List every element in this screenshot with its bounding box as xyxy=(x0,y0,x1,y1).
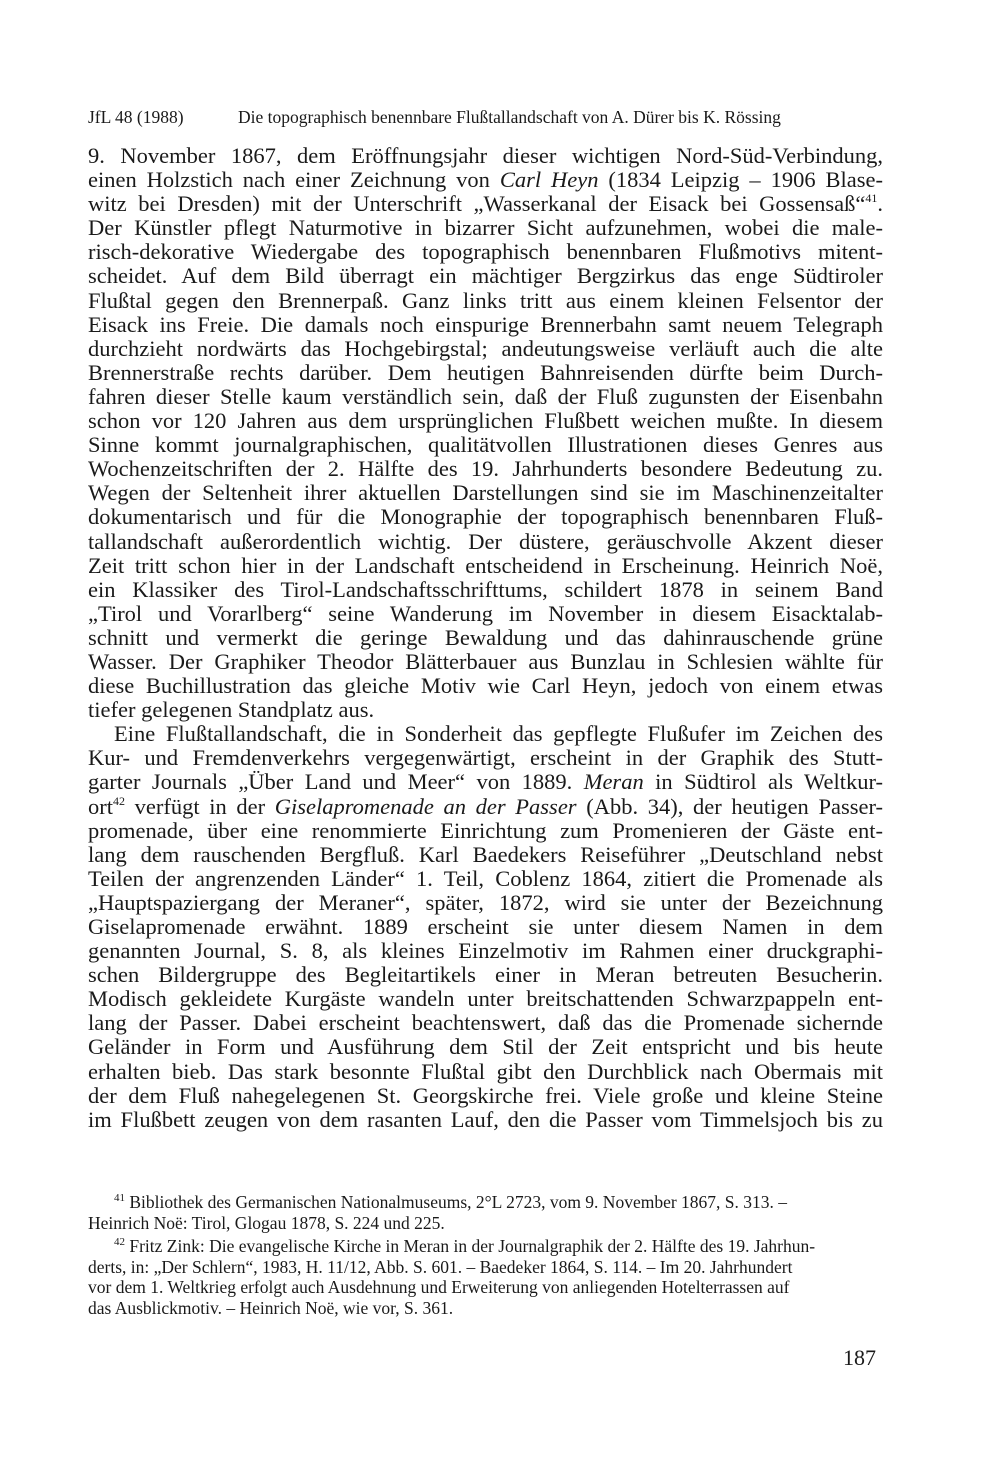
text-line: Kur- und Fremdenverkehrs vergegenwärtigt, erscheint in der Graphik des Stutt- xyxy=(88,745,883,771)
text-line: „Tirol und Vorarlberg“ seine Wanderung im November in diesem Eisacktalab- xyxy=(88,600,883,626)
text-line: einen Holzstich nach einer Zeichnung von Carl Heyn (1834 Leipzig – 1906 Blase- xyxy=(88,167,883,193)
text-line: diese Buchillustration das gleiche Motiv wie Carl Heyn, jedoch von einem etwas xyxy=(88,673,883,699)
text-line: dokumentarisch und für die Monographie der topographisch benennbaren Fluß- xyxy=(88,504,883,530)
text-line: risch-dekorative Wiedergabe des topographisch benennbaren Flußmotivs mitent- xyxy=(88,239,883,265)
text-line: Geländer in Form und Ausführung dem Stil der Zeit entspricht und bis heute xyxy=(88,1034,883,1060)
text-line: tiefer gelegenen Standplatz aus. xyxy=(88,697,375,723)
text-line: Giselapromenade erwähnt. 1889 erscheint sie unter diesem Namen in dem xyxy=(88,914,883,939)
body-text xyxy=(88,144,883,1132)
text-line: lang dem rauschenden Bergfluß. Karl Baedekers Reiseführer „Deutschland nebst xyxy=(88,841,883,867)
text-line: schnitt und vermerkt die geringe Bewaldung und das dahinrauschende grüne xyxy=(88,624,883,650)
text-line: Modisch gekleidete Kurgäste wandeln unter breitschattenden Schwarzpappeln ent- xyxy=(88,986,883,1012)
artwork-title: Giselapromenade an der Passer xyxy=(274,793,577,819)
text-line: durchzieht nordwärts das Hochgebirgstal; andeutungsweise verläuft auch die alte xyxy=(88,335,883,361)
journal-reference: JfL 48 (1988) xyxy=(88,107,184,127)
footnote-42 xyxy=(88,1236,883,1318)
text-line: Eisack ins Freie. Die damals noch einspurige Brennerbahn samt neuem Telegraph xyxy=(88,311,883,337)
text-line: Teilen der angrenzenden Länder“ 1. Teil, Coblenz 1864, zitiert die Promenade als xyxy=(88,865,883,891)
text-line: schon vor 120 Jahren aus dem ursprünglichen Flußbett weichen mußte. In diesem xyxy=(88,408,883,434)
text-line: witz bei Dresden) mit der Unterschrift „Wasserkanal der Eisack bei Gossensaß“$^{41}$. xyxy=(88,191,883,217)
footnote-ref-42: 42 xyxy=(113,793,125,808)
text-line: Sinne kommt journalgraphischen, qualitätvollen Illustrationen dieses Genres aus xyxy=(88,432,883,458)
text-line: garter Journals „Über Land und Meer“ von 1889. Meran in Südtirol als Weltkur- xyxy=(88,769,883,795)
text-line: Wochenzeitschriften der 2. Hälfte des 19. Jahrhunderts besondere Bedeutung zu. xyxy=(88,456,883,482)
text-line: Wasser. Der Graphiker Theodor Blätterbauer aus Bunzlau in Schlesien wählte für xyxy=(88,648,883,674)
text-line: tallandschaft außerordentlich wichtig. Der düstere, geräuschvolle Akzent dieser xyxy=(88,528,883,554)
footnote-marker: 41 xyxy=(114,1192,125,1204)
text-line: lang der Passer. Dabei erscheint beachtenswert, daß das die Promenade sichernde xyxy=(88,1010,883,1036)
place-name: Meran xyxy=(583,769,644,795)
text-line: ein Klassiker des Tirol-Landschaftsschrifttums, schildert 1878 in seinem Band xyxy=(88,576,883,602)
text-line: der dem Fluß nahegelegenen St. Georgskirche frei. Viele große und kleine Steine xyxy=(88,1082,883,1108)
text-line: im Flußbett zeugen von dem rasanten Lauf, den die Passer vom Timmelsjoch bis zu xyxy=(88,1106,883,1132)
article-title: Die topographisch benennbare Flußtallandschaft von A. Dürer bis K. Rössing xyxy=(238,107,781,127)
text-line: schen Bildergruppe des Begleitartikels einer in Meran betreuten Besucherin. xyxy=(88,962,883,988)
footnote-line: $^{41}$ Bibliothek des Germanischen Nationalmuseums, 2°L 2723, vom 9. November 1867, S. 313. – xyxy=(114,1192,788,1212)
text-line: Flußtal gegen den Brennerpaß. Ganz links tritt aus einem kleinen Felsentor der xyxy=(88,287,883,313)
text-line: Brennerstraße rechts darüber. Dem heutigen Bahnreisenden dürfte beim Durch- xyxy=(88,359,883,385)
text-line: Wegen der Seltenheit ihrer aktuellen Darstellungen sind sie im Maschinenzeitalter xyxy=(88,480,883,506)
text-line: 9. November 1867, dem Eröffnungsjahr dieser wichtigen Nord-Süd-Verbindung, xyxy=(88,143,883,168)
running-head xyxy=(88,107,888,127)
text-line: Eine Flußtallandschaft, die in Sonderheit das gepflegte Flußufer im Zeichen des xyxy=(114,721,883,747)
text-line: Zeit tritt schon hier in der Landschaft entscheidend in Erscheinung. Heinrich Noë, xyxy=(88,552,883,578)
text-line: fahren dieser Stelle kaum verständlich sein, daß der Fluß zugunsten der Eisenbahn xyxy=(88,383,883,409)
artist-name: Carl Heyn xyxy=(499,167,599,193)
text-line: ort$^{42}$ verfügt in der Giselapromenade an der Passer (Abb. 34), der heutigen Passer- xyxy=(88,793,883,819)
footnote-41 xyxy=(88,1192,883,1233)
footnote-line: derts, in: „Der Schlern“, 1983, H. 11/12, Abb. S. 601. – Baedeker 1864, S. 114. – Im 20. Jahrhundert xyxy=(88,1256,793,1277)
text-line: genannten Journal, S. 8, als kleines Einzelmotiv im Rahmen einer druckgraphi- xyxy=(88,938,883,964)
footnote-line: $^{42}$ Fritz Zink: Die evangelische Kirche in Meran in der Journalgraphik der 2. Hälfte des 19. Jahrhun- xyxy=(114,1236,816,1256)
page-number: 187 xyxy=(843,1345,876,1370)
paragraph-1 xyxy=(88,144,883,722)
text-line: erhalten bieb. Das stark besonnte Flußtal gibt den Durchblick nach Obermais mit xyxy=(88,1058,883,1084)
footnote-line: Heinrich Noë: Tirol, Glogau 1878, S. 224 und 225. xyxy=(88,1212,445,1233)
text-line: Der Künstler pflegt Naturmotive in bizarrer Sicht aufzunehmen, wobei die male- xyxy=(88,215,883,241)
footnote-line: vor dem 1. Weltkrieg erfolgt auch Ausdehnung und Erweiterung von anliegenden Hotelterrassen auf xyxy=(88,1277,790,1297)
footnote-line: das Ausblickmotiv. – Heinrich Noë, wie vor, S. 361. xyxy=(88,1297,454,1318)
footnotes xyxy=(88,1192,883,1321)
text-line: „Hauptspaziergang der Meraner“, später, 1872, wird sie unter der Bezeichnung xyxy=(88,889,883,915)
paragraph-2 xyxy=(88,722,883,1132)
footnote-ref-41: 41 xyxy=(865,191,878,206)
footnote-marker: 42 xyxy=(114,1236,125,1248)
text-line: scheidet. Auf dem Bild überragt ein mächtiger Bergzirkus das enge Südtiroler xyxy=(88,263,883,289)
text-line: promenade, über eine renommierte Einrichtung zum Promenieren der Gäste ent- xyxy=(88,817,883,843)
